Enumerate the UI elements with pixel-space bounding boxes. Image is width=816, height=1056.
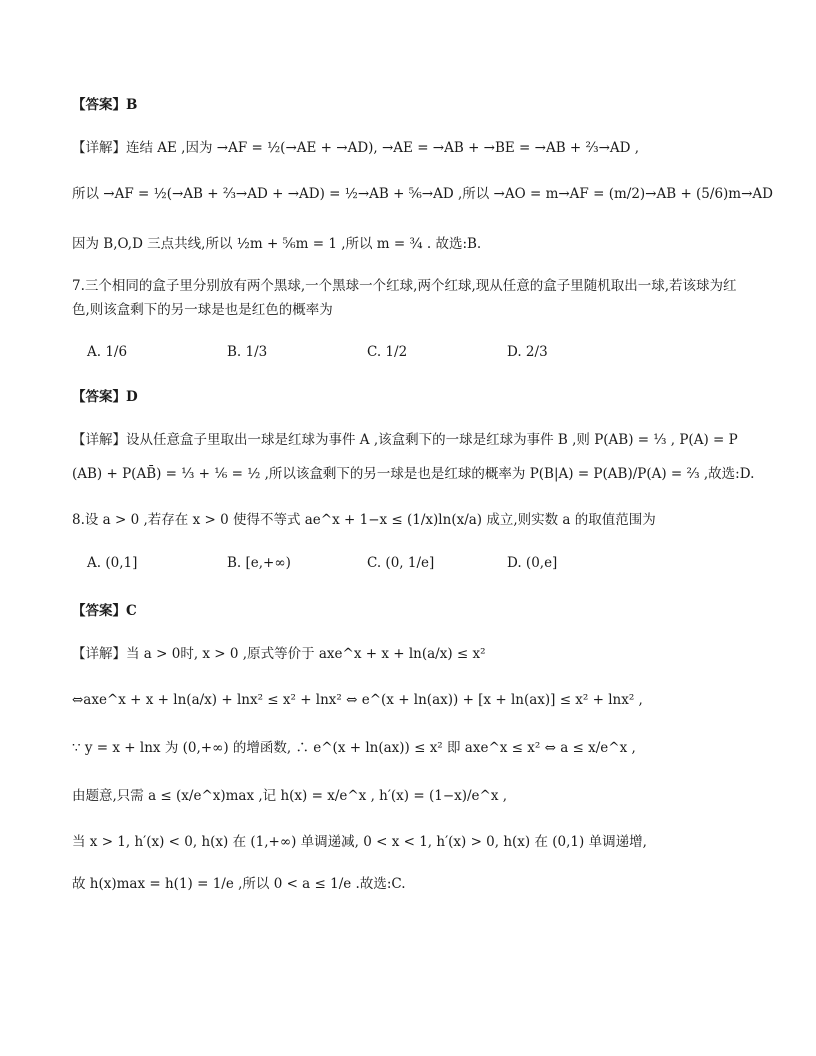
answer-label-q8: 【答案】C [72,603,137,619]
solution-line: ⇔axe^x + x + ln(a/x) + lnx² ≤ x² + lnx² ⇔ e^(x + ln(ax)) + [x + ln(ax)] ≤ x² + lnx² , [72,692,643,708]
option-d: D. 2/3 [507,344,548,360]
option-b: B. [e,+∞) [227,555,291,571]
solution-line: 由题意,只需 a ≤ (x/e^x)max ,记 h(x) = x/e^x , h′(x) = (1−x)/e^x , [72,788,508,804]
option-b: B. 1/3 [227,344,268,360]
answer-label-q7: 【答案】D [72,389,138,405]
option-a: A. (0,1] [87,555,138,571]
options-q8 [87,555,737,579]
solution-line: (AB) + P(AB̄) = ⅓ + ⅙ = ½ ,所以该盒剩下的另一球是也是红球的概率为 P(B|A) = P(AB)/P(A) = ⅔ ,故选:D. [72,466,755,482]
solution-line: 【详解】当 a > 0时, x > 0 ,原式等价于 axe^x + x + ln(a/x) ≤ x² [72,646,486,662]
solution-line: 【详解】设从任意盒子里取出一球是红球为事件 A ,该盒剩下的一球是红球为事件 B ,则 P(AB) = ⅓ , P(A) = P [72,432,738,448]
question-8-text: 8.设 a > 0 ,若存在 x > 0 使得不等式 ae^x + 1−x ≤ (1/x)ln(x/a) 成立,则实数 a 的取值范围为 [72,512,656,528]
solution-line: 当 x > 1, h′(x) < 0, h(x) 在 (1,+∞) 单调递减, 0 < x < 1, h′(x) > 0, h(x) 在 (0,1) 单调递增, [72,834,647,850]
option-d: D. (0,e] [507,555,558,571]
answer-label-q6: 【答案】B [72,97,138,113]
solution-line: ∵ y = x + lnx 为 (0,+∞) 的增函数, ∴ e^(x + ln(ax)) ≤ x² 即 axe^x ≤ x² ⇔ a ≤ x/e^x , [72,740,636,756]
option-c: C. 1/2 [367,344,408,360]
solution-line: 因为 B,O,D 三点共线,所以 ½m + ⅚m = 1 ,所以 m = ¾ . 故选:B. [72,236,482,252]
solution-line: 故 h(x)max = h(1) = 1/e ,所以 0 < a ≤ 1/e .故选:C. [72,876,406,892]
option-a: A. 1/6 [87,344,128,360]
option-c: C. (0, 1/e] [367,555,435,571]
solution-line: 【详解】连结 AE ,因为 →AF = ½(→AE + →AD), →AE = →AB + →BE = →AB + ⅔→AD , [72,140,640,156]
solution-line: 所以 →AF = ½(→AB + ⅔→AD + →AD) = ½→AB + ⅚→AD ,所以 →AO = m→AF = (m/2)→AB + (5/6)m→AD [72,186,773,202]
question-7-text: 7.三个相同的盒子里分别放有两个黑球,一个黑球一个红球,两个红球,现从任意的盒子里随机取出一球,若该球为红色,则该盒剩下的另一球是也是红色的概率为 [72,278,737,318]
options-q7 [87,344,737,368]
